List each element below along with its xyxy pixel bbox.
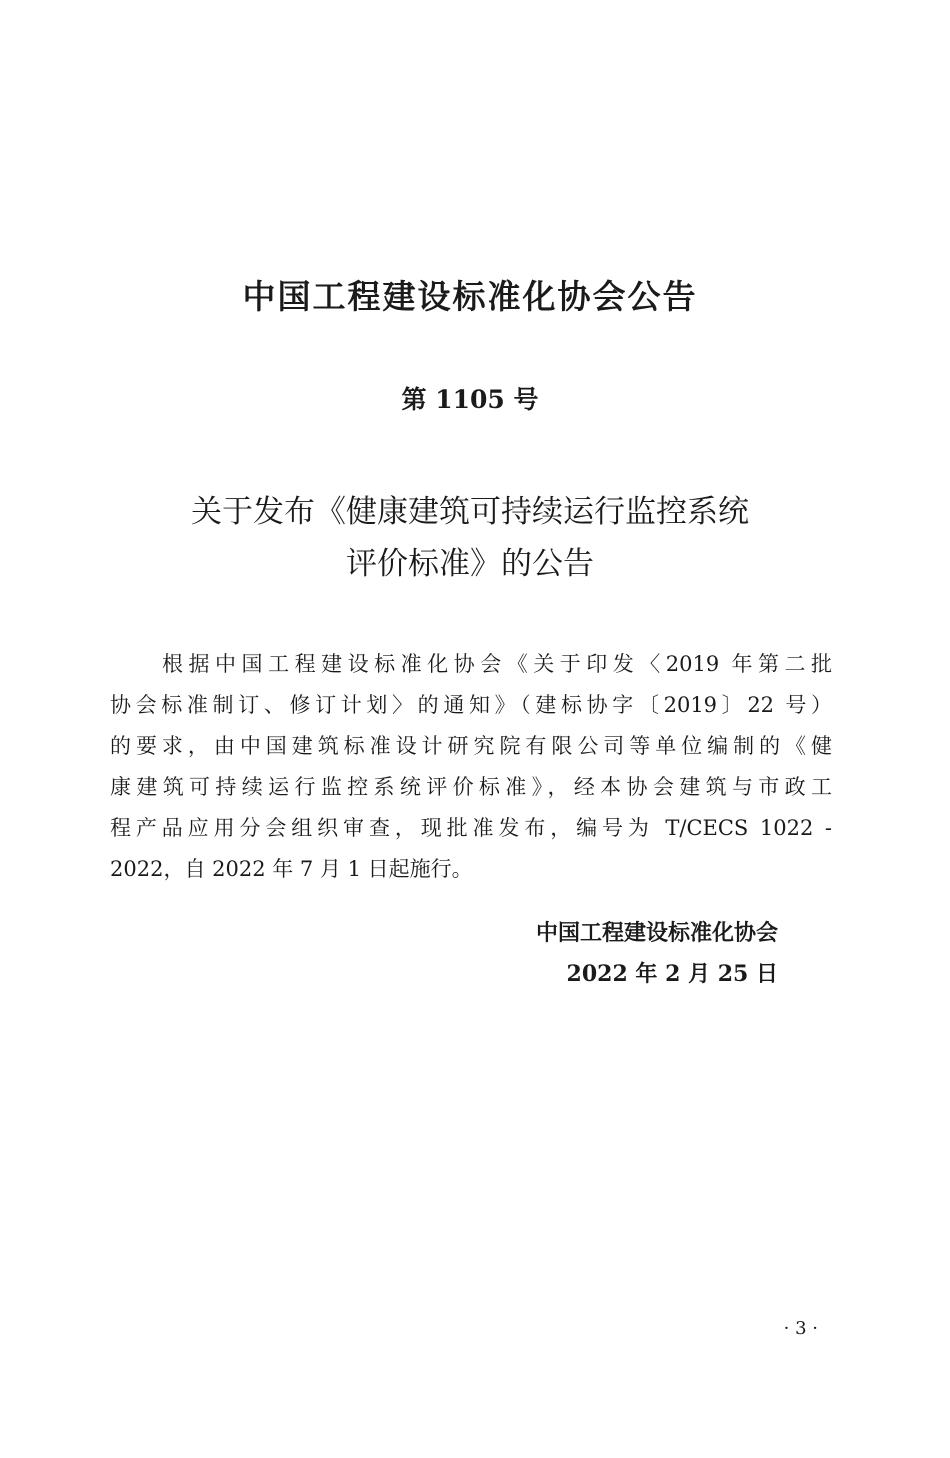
body-line: 程产品应用分会组织审查，现批准发布，编号为 T/CECS 1022 - — [110, 816, 832, 840]
subject-line: 关于发布《健康建筑可持续运行监控系统 — [191, 494, 749, 530]
subject-line: 评价标准》的公告 — [346, 546, 594, 582]
body-line: 康建筑可持续运行监控系统评价标准》，经本协会建筑与市政工 — [110, 775, 832, 799]
page-number: · 3 · — [783, 1318, 818, 1339]
body-line: 2022，自 2022 年 7 月 1 日起施行。 — [110, 857, 473, 881]
signature-date: 2022 年 2 月 25 日 — [566, 961, 778, 987]
body-line: 协会标准制订、修订计划〉的通知》（建标协字〔2019〕22 号） — [110, 693, 832, 717]
body-line: 根据中国工程建设标准化协会《关于印发〈2019 年第二批 — [162, 652, 832, 676]
signature-org: 中国工程建设标准化协会 — [535, 921, 778, 946]
org-title: 中国工程建设标准化协会公告 — [242, 277, 698, 316]
body-line: 的要求，由中国建筑标准设计研究院有限公司等单位编制的《健 — [110, 734, 832, 758]
notice-number: 第 1105 号 — [401, 385, 539, 414]
notice-body — [110, 644, 832, 890]
notice-subject — [0, 486, 940, 590]
